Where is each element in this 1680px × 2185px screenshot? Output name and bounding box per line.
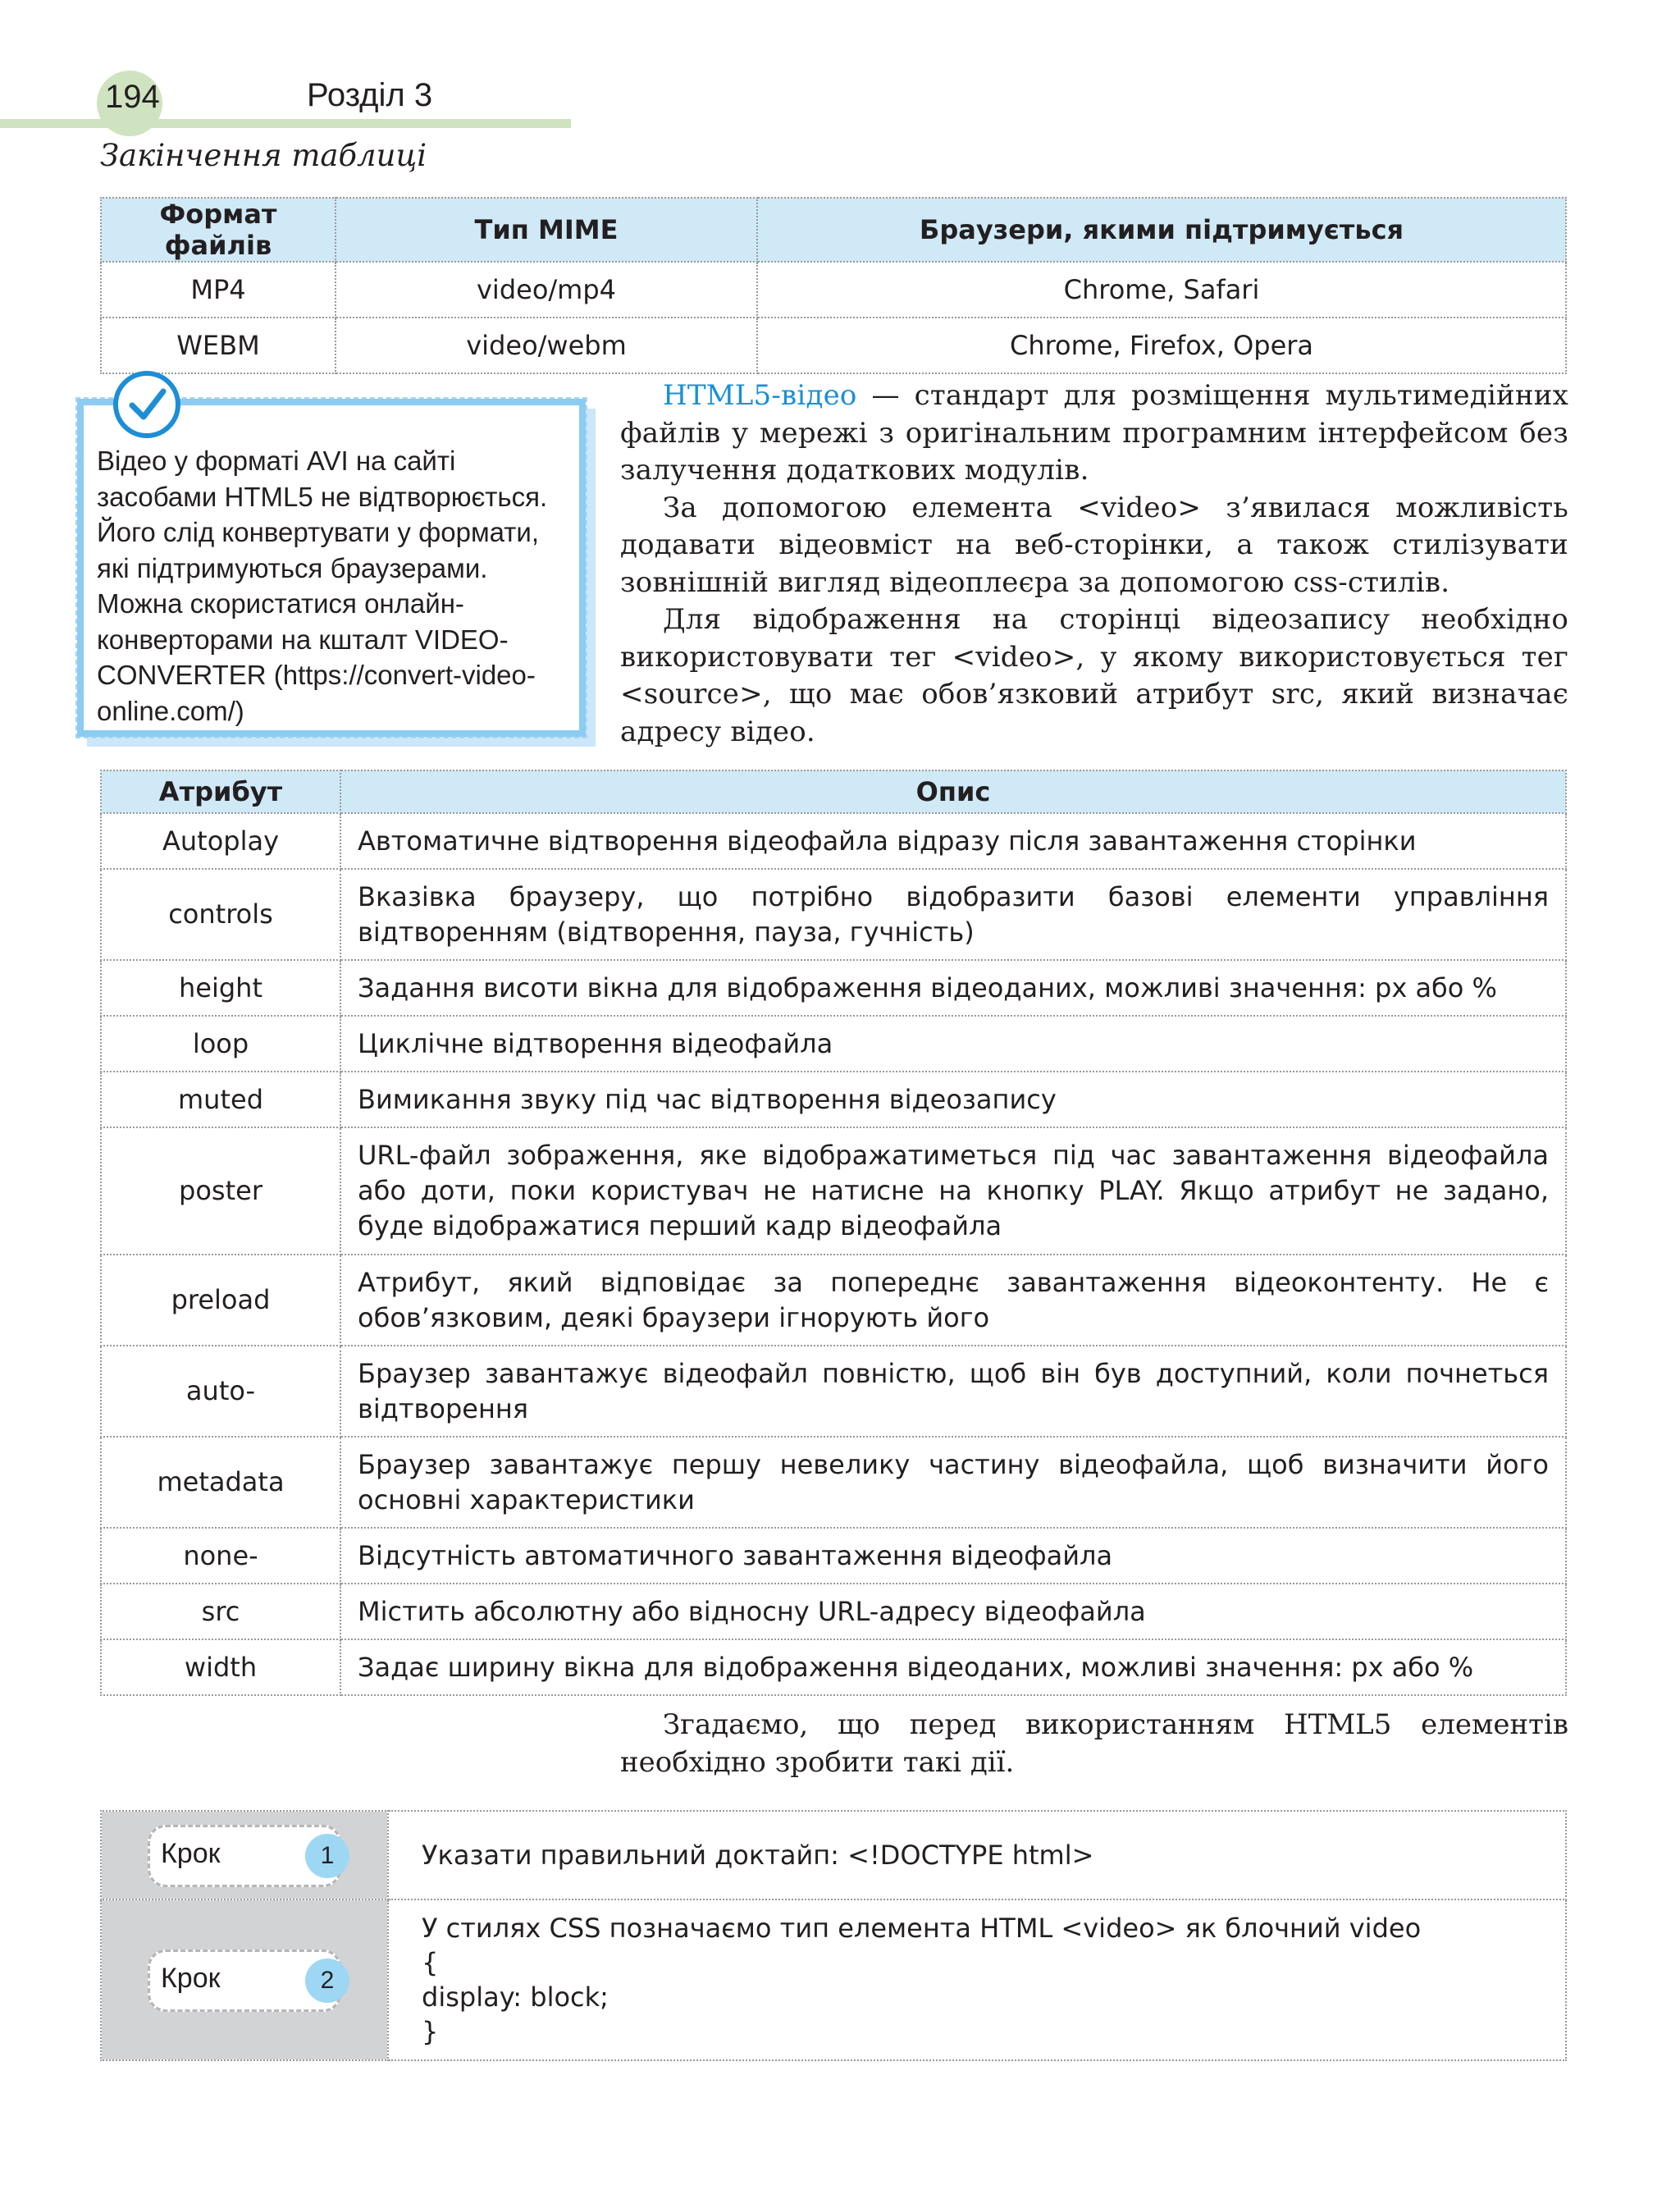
attributes-table bbox=[100, 770, 1567, 1696]
description-cell: Циклічне відтворення відеофайла bbox=[340, 1016, 1566, 1072]
step-label: Крок bbox=[161, 1963, 221, 1994]
paragraph: Згадаємо, що перед використанням HTML5 елементів необхідно зробити такі дії. bbox=[620, 1708, 1568, 1779]
table-row bbox=[101, 960, 1566, 1016]
paragraph-text: — стандарт для розміщення мультимедійних файлів у мережі з оригінальним програмним інтерфейсом без залучення додаткових модулів. bbox=[620, 379, 1568, 487]
table-row bbox=[101, 1016, 1566, 1072]
table-cell: Chrome, Firefox, Opera bbox=[757, 318, 1566, 373]
steps-table bbox=[100, 1810, 1567, 2061]
paragraph: Для відображення на сторінці відеозапису необхідно використовувати тег <video>, у якому використовується тег <source>, що має обов’язковий атрибут src, який визначає адресу відео. bbox=[620, 603, 1568, 748]
attribute-cell: muted bbox=[101, 1072, 340, 1127]
attribute-cell: height bbox=[101, 960, 340, 1016]
step-number: 2 bbox=[305, 1959, 349, 2003]
description-cell: Відсутність автоматичного завантаження відеофайла bbox=[340, 1528, 1566, 1584]
table-continuation-caption: Закінчення таблиці bbox=[100, 138, 427, 173]
step-label: Крок bbox=[161, 1838, 221, 1869]
attribute-cell: Autoplay bbox=[101, 813, 340, 869]
column-header: Браузери, якими підтримується bbox=[757, 198, 1566, 262]
table-row bbox=[101, 813, 1566, 869]
step-content bbox=[388, 1899, 1566, 2060]
table-cell: WEBM bbox=[101, 318, 336, 373]
step-line: } bbox=[422, 2016, 439, 2047]
table-cell: video/mp4 bbox=[336, 262, 757, 318]
attribute-cell: metadata bbox=[101, 1437, 340, 1528]
table-row bbox=[101, 1584, 1566, 1639]
table-cell: Chrome, Safari bbox=[757, 262, 1566, 318]
formats-table bbox=[100, 197, 1567, 374]
description-cell: Задання висоти вікна для відображення відеоданих, можливі значення: px або % bbox=[340, 960, 1566, 1016]
table-row bbox=[101, 1528, 1566, 1584]
description-cell: URL-файл зображення, яке відображатиметься під час завантаження відеофайла або доти, поки користувач не натисне на кнопку PLAY. Якщо атрибут не задано, буде відображатися перший кадр відеофайла bbox=[340, 1127, 1566, 1255]
column-header: Опис bbox=[340, 770, 1566, 813]
table-row bbox=[101, 1437, 1566, 1528]
table-row bbox=[101, 1346, 1566, 1437]
table-row bbox=[101, 318, 1566, 373]
attribute-cell: auto- bbox=[101, 1346, 340, 1437]
step-line: У стилях CSS позначаємо тип елемента HTML <video> як блочний video bbox=[422, 1913, 1422, 1944]
section-title: Розділ 3 bbox=[307, 77, 433, 113]
table-cell: MP4 bbox=[101, 262, 336, 318]
step-line: Указати правильний доктайп: <!DOCTYPE html> bbox=[422, 1840, 1094, 1871]
description-cell: Вимикання звуку під час відтворення відеозапису bbox=[340, 1072, 1566, 1127]
attribute-cell: width bbox=[101, 1639, 340, 1695]
column-header: Тип MIME bbox=[336, 198, 757, 262]
description-cell: Містить абсолютну або відносну URL-адресу відеофайла bbox=[340, 1584, 1566, 1639]
description-cell: Вказівка браузеру, що потрібно відобразити базові елементи управління відтворенням (відтворення, пауза, гучність) bbox=[340, 869, 1566, 960]
attribute-cell: controls bbox=[101, 869, 340, 960]
step-badge-cell bbox=[101, 1811, 388, 1899]
paragraph bbox=[620, 377, 1568, 490]
step-content bbox=[388, 1811, 1566, 1899]
header-rule bbox=[0, 119, 571, 128]
step-row bbox=[101, 1811, 1566, 1899]
table-row bbox=[101, 869, 1566, 960]
description-cell: Браузер завантажує першу невелику частину відеофайла, щоб визначити його основні характеристики bbox=[340, 1437, 1566, 1528]
term-html5-video: HTML5-відео bbox=[663, 379, 857, 412]
attribute-cell: preload bbox=[101, 1255, 340, 1346]
table-cell: video/webm bbox=[336, 318, 757, 373]
attribute-cell: src bbox=[101, 1584, 340, 1639]
step-line: { bbox=[422, 1947, 439, 1978]
conclusion-paragraph bbox=[620, 1707, 1568, 1781]
step-badge-cell bbox=[101, 1899, 388, 2060]
description-cell: Задає ширину вікна для відображення відеоданих, можливі значення: px або % bbox=[340, 1639, 1566, 1695]
table-row bbox=[101, 1639, 1566, 1695]
step-row bbox=[101, 1899, 1566, 2060]
table-row bbox=[101, 1072, 1566, 1127]
column-header: Формат файлів bbox=[101, 198, 336, 262]
attribute-cell: loop bbox=[101, 1016, 340, 1072]
description-cell: Атрибут, який відповідає за попереднє завантаження відеоконтенту. Не є обов’язковим, деякі браузери ігнорують його bbox=[340, 1255, 1566, 1346]
note-text: Відео у форматі AVI на сайті засобами HTML5 не відтворюється. Його слід конвертувати у формати, які підтримуються браузерами. Можна скористатися онлайн-конверторами на кшталт VIDEO-CONVERTER (https://convert-video-online.com/) bbox=[97, 446, 548, 726]
intro-paragraphs bbox=[620, 377, 1568, 751]
table-header-row bbox=[101, 198, 1566, 262]
table-header-row bbox=[101, 770, 1566, 813]
table-row bbox=[101, 1127, 1566, 1255]
table-row bbox=[101, 1255, 1566, 1346]
attribute-cell: none- bbox=[101, 1528, 340, 1584]
description-cell: Автоматичне відтворення відеофайла відразу після завантаження сторінки bbox=[340, 813, 1566, 869]
step-line: display: block; bbox=[422, 1982, 609, 2013]
step-number: 1 bbox=[305, 1834, 349, 1878]
page-number: 194 bbox=[105, 79, 160, 115]
paragraph: За допомогою елемента <video> з’явилася можливість додавати відеовміст на веб-сторінки, а також стилізувати зовнішній вигляд відеоплеєра за допомогою css-стилів. bbox=[620, 491, 1568, 599]
column-header: Атрибут bbox=[101, 770, 340, 813]
checkmark-icon bbox=[113, 371, 180, 438]
attribute-cell: poster bbox=[101, 1127, 340, 1255]
description-cell: Браузер завантажує відеофайл повністю, щоб він був доступний, коли почнеться відтворення bbox=[340, 1346, 1566, 1437]
table-row bbox=[101, 262, 1566, 318]
